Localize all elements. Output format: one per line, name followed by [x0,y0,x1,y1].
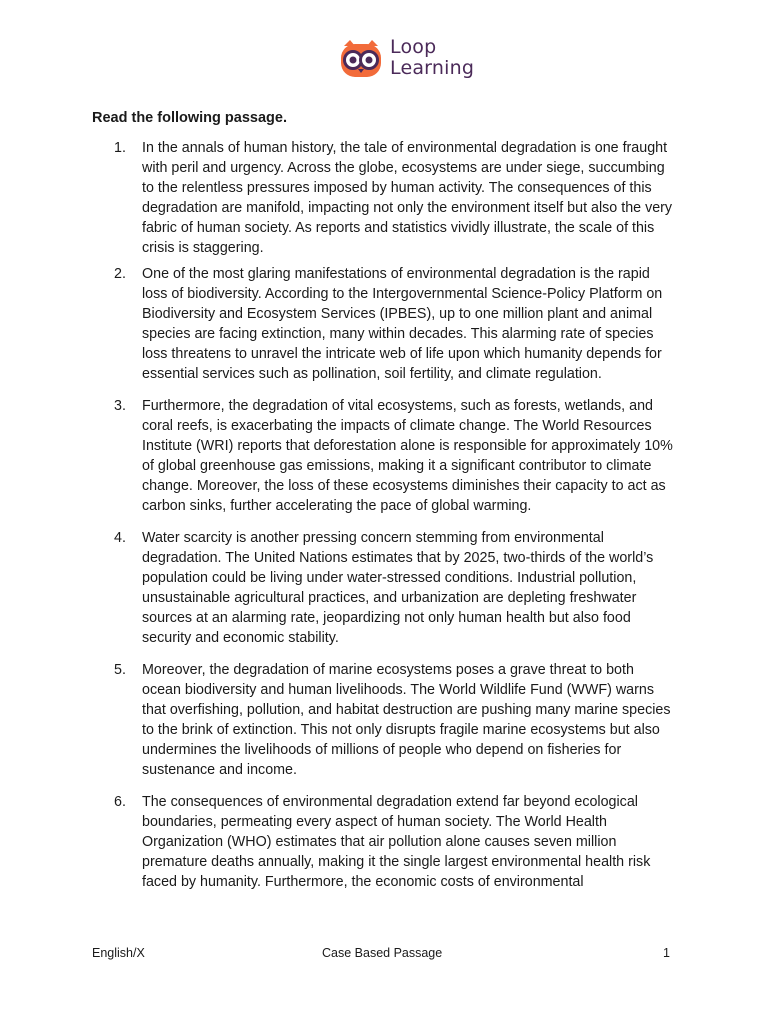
paragraph-2 [92,264,676,384]
paragraph-4 [92,528,676,648]
page-footer [92,946,670,966]
paragraph-text: The consequences of environmental degradation extend far beyond ecological boundaries, permeating every aspect of human society. The World Health Organization (WHO) estimates that air pollution alone causes seven million premature deaths annually, making it the single largest environmental health risk faced by humanity. Furthermore, the economic costs of environmental [142,794,651,890]
owl-logo-icon [338,36,384,80]
paragraph-number: 4. [114,530,126,546]
paragraph-number: 5. [114,662,126,678]
logo-text [390,37,474,79]
paragraph-text: In the annals of human history, the tale of environmental degradation is one fraught with peril and urgency. Across the globe, ecosystems are under siege, succumbing to the relentless pressures imposed by human activity. The consequences of this degradation are manifold, impacting not only the environment itself but also the very fabric of human society. As reports and statistics vividly illustrate, the scale of this crisis is staggering. [142,140,673,256]
footer-title: Case Based Passage [322,946,443,960]
paragraph-5 [92,660,676,780]
footer-subject: English/X [92,946,145,960]
paragraph-1 [92,138,676,258]
paragraph-text: One of the most glaring manifestations of environmental degradation is the rapid loss of biodiversity. According to the Intergovernmental Science-Policy Platform on Biodiversity and Ecosystem Services (IPBES), up to one million plant and animal species are facing extinction, many within decades. This alarming rate of species loss threatens to unravel the intricate web of life upon which humanity depends for essential services such as pollination, soil fertility, and climate regulation. [142,266,663,382]
logo-line-1: Loop [390,36,437,58]
paragraph-text: Furthermore, the degradation of vital ecosystems, such as forests, wetlands, and coral reefs, is exacerbating the impacts of climate change. The World Resources Institute (WRI) reports that deforestation alone is responsible for approximately 10% of global greenhouse gas emissions, making it a significant contributor to climate change. Moreover, the loss of these ecosystems diminishes their capacity to act as carbon sinks, further accelerating the pace of global warming. [142,398,673,514]
paragraph-text: Moreover, the degradation of marine ecosystems poses a grave threat to both ocean biodiversity and human livelihoods. The World Wildlife Fund (WWF) warns that overfishing, pollution, and habitat destruction are pushing many marine species to the brink of extinction. This not only disrupts fragile marine ecosystems but also undermines the livelihoods of millions of people who depend on fisheries for sustenance and income. [142,662,671,778]
paragraph-number: 2. [114,266,126,282]
paragraph-3 [92,396,676,516]
page-number: 1 [663,946,670,960]
passage-heading: Read the following passage. [92,110,287,126]
paragraph-6 [92,792,676,892]
paragraph-number: 6. [114,794,126,810]
paragraph-text: Water scarcity is another pressing concern stemming from environmental degradation. The United Nations estimates that by 2025, two-thirds of the world’s population could be living under water-stressed conditions. Industrial pollution, unsustainable agricultural practices, and urbanization are depleting freshwater sources at an alarming rate, jeopardizing not only human health but also food security and economic stability. [142,530,654,646]
paragraph-number: 1. [114,140,126,156]
passage-list [92,138,676,898]
paragraph-number: 3. [114,398,126,414]
logo-line-2: Learning [390,57,475,79]
loop-learning-logo [338,33,498,83]
